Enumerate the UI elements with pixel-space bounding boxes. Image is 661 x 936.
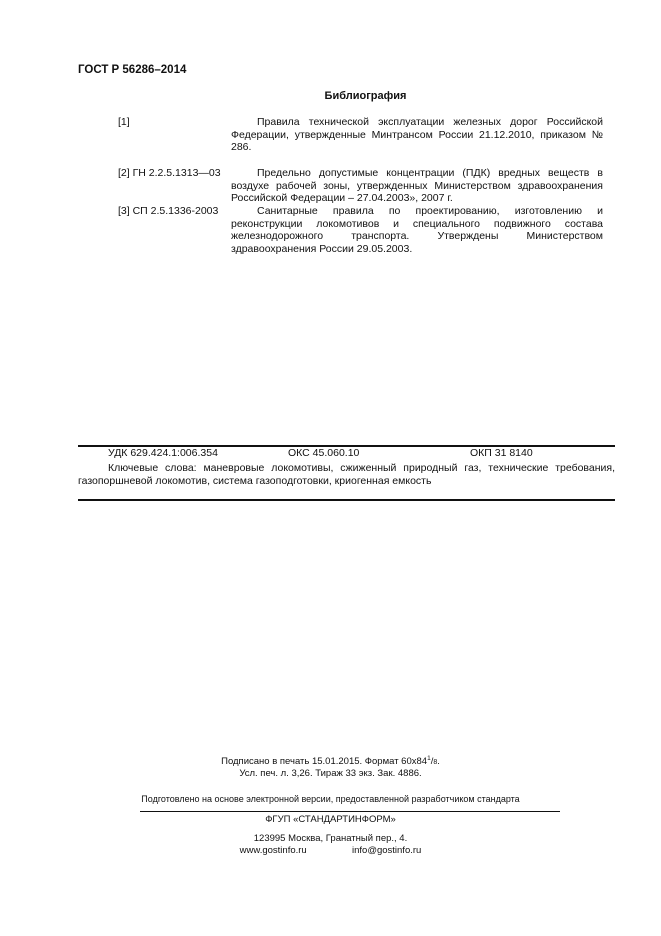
- publisher-name: ФГУП «СТАНДАРТИНФОРМ»: [265, 814, 396, 825]
- publisher-rule: [140, 811, 560, 812]
- document-code: ГОСТ Р 56286–2014: [78, 64, 187, 76]
- oks-code: ОКС 45.060.10: [288, 447, 360, 459]
- bib-entry-3-body: Санитарные правила по проектированию, изготовлению и реконструкции локомотивов и специального подвижного состава железнодорожного транспорта. Утверждены Министерством здравоохранения России 29.05.2003.: [231, 205, 603, 255]
- email-link[interactable]: info@gostinfo.ru: [352, 845, 422, 856]
- publisher-contacts: [0, 845, 661, 856]
- bib-entry-3-text: [231, 205, 603, 255]
- bib-entry-1-key: [1]: [118, 116, 130, 128]
- bibliography-title: Библиография: [324, 90, 407, 102]
- bib-entry-1-text: [231, 116, 603, 154]
- bottom-rule: [78, 499, 615, 501]
- website-link[interactable]: www.gostinfo.ru: [239, 845, 307, 856]
- bib-entry-3-key: [3] СП 2.5.1336-2003: [118, 205, 219, 217]
- okp-code: ОКП 31 8140: [470, 447, 533, 459]
- format-denominator: 8: [433, 759, 438, 767]
- signed-text: Подписано в печать 15.01.2015. Формат 60х84: [221, 756, 428, 768]
- print-line: Усл. печ. л. 3,26. Тираж 33 экз. Зак. 4886.: [239, 768, 422, 779]
- bib-entry-2-key: [2] ГН 2.2.5.1313—03: [118, 167, 221, 179]
- format-numerator: 1: [427, 755, 431, 762]
- signed-line: Подписано в печать 15.01.2015. Формат $60х84^1/8$.: [221, 755, 440, 768]
- bib-entry-1-body: Правила технической эксплуатации железных дорог Российской Федерации, утвержденные Минтрансом России 21.12.2010, приказом № 286.: [231, 116, 603, 153]
- prepared-line: Подготовлено на основе электронной версии, предоставленной разработчиком стандарта: [141, 794, 520, 804]
- publisher-address: 123995 Москва, Гранатный пер., 4.: [253, 833, 408, 844]
- bib-entry-2-body: Предельно допустимые концентрации (ПДК) вредных веществ в воздухе рабочей зоны, утвержденных Министерством здравоохранения Российской Федерации – 27.04.2003», 2007 г.: [231, 167, 603, 204]
- keywords: Ключевые слова: маневровые локомотивы, сжиженный природный газ, технические требования, газопоршневой локомотив, система газоподготовки, криогенная емкость: [78, 462, 615, 487]
- udk-code: УДК 629.424.1:006.354: [108, 447, 218, 459]
- bib-entry-2-text: [231, 167, 603, 205]
